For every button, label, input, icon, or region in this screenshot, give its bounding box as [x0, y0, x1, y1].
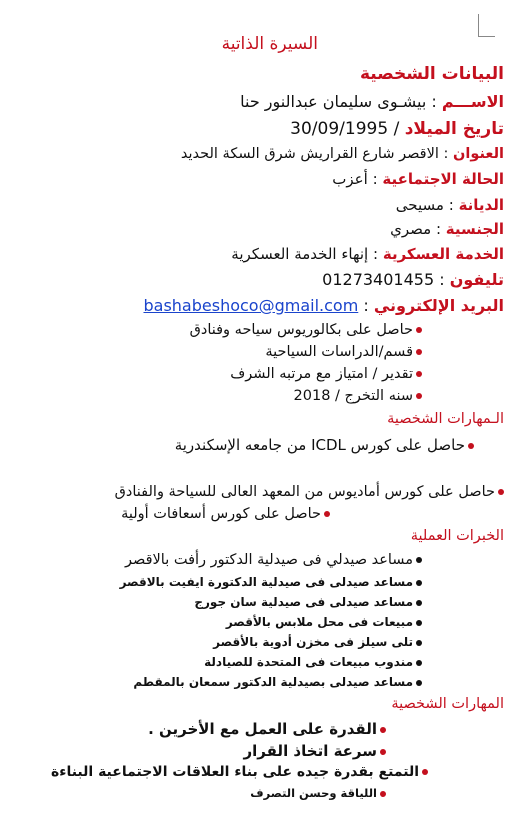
field-label: تليفون — [449, 270, 504, 289]
bullet-icon — [416, 600, 422, 606]
list-item: تلى سيلز فى مخزن أدوية بالأقصر — [213, 635, 422, 649]
bullet-icon — [468, 443, 474, 449]
field-sep: : — [431, 92, 437, 111]
personal-info-heading: البيانات الشخصية — [359, 64, 504, 84]
list-item: سرعة اتخاذ القرار — [244, 742, 386, 760]
list-item: التمتع بقدرة جيده على بناء العلاقات الاجتماعية البناءة — [51, 764, 428, 780]
personal-skills-heading: المهارات الشخصية — [391, 696, 504, 712]
page-corner-mark — [478, 14, 495, 37]
field-value: 30/09/1995 — [290, 119, 389, 139]
field-sep: : — [372, 170, 378, 188]
list-item: مساعد صيدلى فى صيدلية سان جورج — [194, 595, 422, 609]
field-value: بيشـوى سليمان عبدالنور حنا — [240, 92, 427, 111]
field-value: الاقصر شارع القراريش شرق السكة الحديد — [180, 146, 439, 162]
skills-heading: الـمهارات الشخصية — [387, 411, 504, 427]
field-label: الخدمة العسكرية — [382, 245, 504, 263]
field-label: الديانة — [458, 196, 504, 214]
email-link[interactable]: bashabeshoco@gmail.com — [143, 296, 359, 315]
field-phone — [322, 270, 504, 289]
field-email — [143, 296, 504, 315]
list-item: القدرة على العمل مع الأخرين . — [148, 720, 386, 738]
list-item: تقدير / امتياز مع مرتبه الشرف — [230, 366, 422, 382]
bullet-icon — [416, 580, 422, 586]
field-sep: : — [363, 296, 369, 315]
field-label: الاســـم — [441, 92, 504, 111]
field-value: مسيحى — [395, 196, 444, 214]
field-marital-status — [332, 170, 504, 188]
field-birthdate — [290, 119, 504, 139]
field-sep: : — [448, 196, 454, 214]
list-item: اللياقة وحسن التصرف — [250, 786, 386, 800]
field-label: تاريخ الميلاد — [404, 119, 504, 139]
list-item: حاصل على كورس أماديوس من المعهد العالى للسياحة والفنادق — [115, 484, 504, 500]
list-item: مساعد صيدلى فى صيدلية الدكتورة ايفيت بالاقصر — [120, 575, 422, 589]
bullet-icon — [416, 349, 422, 355]
field-label: البريد الإلكتروني — [373, 296, 504, 315]
experience-heading: الخبرات العملية — [410, 528, 504, 544]
field-military-service — [231, 245, 504, 263]
field-value: مصري — [390, 220, 432, 238]
list-item: سنه التخرج / 2018 — [294, 388, 422, 404]
list-item: مساعد صيدلي فى صيدلية الدكتور رأفت بالاقصر — [125, 552, 422, 568]
field-religion — [396, 196, 504, 214]
bullet-icon — [324, 511, 330, 517]
bullet-icon — [416, 680, 422, 686]
bullet-icon — [416, 620, 422, 626]
field-sep: : — [435, 220, 442, 238]
field-sep: : — [373, 245, 379, 263]
field-sep: : — [443, 146, 449, 162]
bullet-icon — [416, 327, 422, 333]
field-sep: / — [393, 119, 400, 139]
bullet-icon — [416, 371, 422, 377]
field-label: الحالة الاجتماعية — [382, 170, 504, 188]
list-item: حاصل على كورس ICDL من جامعه الإسكندرية — [175, 436, 474, 454]
field-value: 01273401455 — [322, 270, 435, 289]
bullet-icon — [416, 393, 422, 399]
document-title: السيرة الذاتية — [221, 34, 318, 54]
bullet-icon — [380, 727, 386, 733]
bullet-icon — [422, 769, 428, 775]
field-address — [181, 146, 504, 162]
field-sep: : — [439, 270, 445, 289]
field-label: الجنسية — [445, 220, 504, 238]
list-item: حاصل على كورس أسعافات أولية — [121, 506, 330, 522]
bullet-icon — [498, 489, 504, 495]
field-label: العنوان — [453, 146, 504, 162]
field-nationality — [390, 220, 504, 238]
bullet-icon — [416, 640, 422, 646]
list-item: حاصل على بكالوريوس سياحه وفنادق — [190, 322, 422, 338]
list-item: مساعد صيدلى بصيدلية الدكتور سمعان بالمقطم — [133, 675, 422, 689]
field-value: إنهاء الخدمة العسكرية — [231, 245, 369, 263]
list-item: مبيعات فى محل ملابس بالأقصر — [226, 615, 422, 629]
bullet-icon — [416, 557, 422, 563]
list-item: قسم/الدراسات السياحية — [265, 344, 422, 360]
bullet-icon — [380, 749, 386, 755]
list-item: مندوب مبيعات فى المتحدة للصيادلة — [204, 655, 422, 669]
bullet-icon — [380, 791, 386, 797]
field-name — [240, 92, 504, 111]
bullet-icon — [416, 660, 422, 666]
field-value: أعزب — [332, 170, 368, 188]
